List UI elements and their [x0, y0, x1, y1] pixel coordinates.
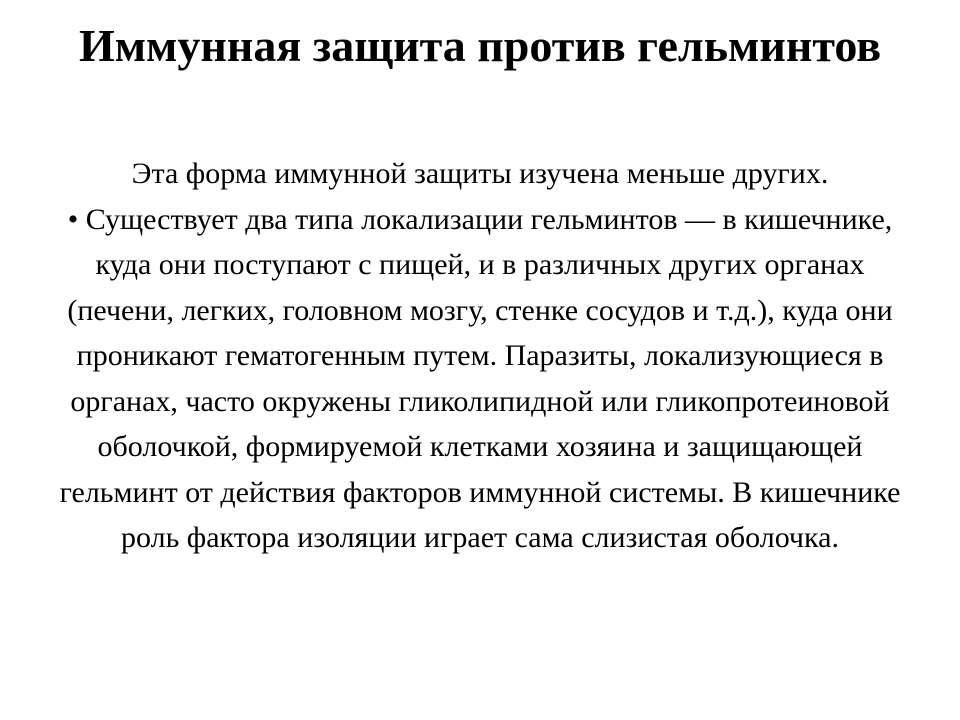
bullet-paragraph	[40, 197, 920, 561]
intro-paragraph: Эта форма иммунной защиты изучена меньше других.	[131, 157, 829, 190]
slide-body	[40, 151, 920, 561]
bullet-marker: •	[67, 202, 79, 236]
slide-title: Иммунная защита против гельминтов	[78, 20, 882, 71]
bullet-text: Существует два типа локализации гельминтов — в кишечнике, куда они поступают с пищей, и в различных других органах (печени, легких, головном мозгу, стенке сосудов и т.д.), куда они проникают гематогенным путем. Паразиты, локализующиеся в органах, часто окружены гликолипидной или гликопротеиновой оболочкой, формируемой клетками хозяина и защищающей гельминт от действия факторов иммунной системы. В кишечнике роль фактора изоляции играет сама слизистая оболочка.	[59, 202, 901, 554]
